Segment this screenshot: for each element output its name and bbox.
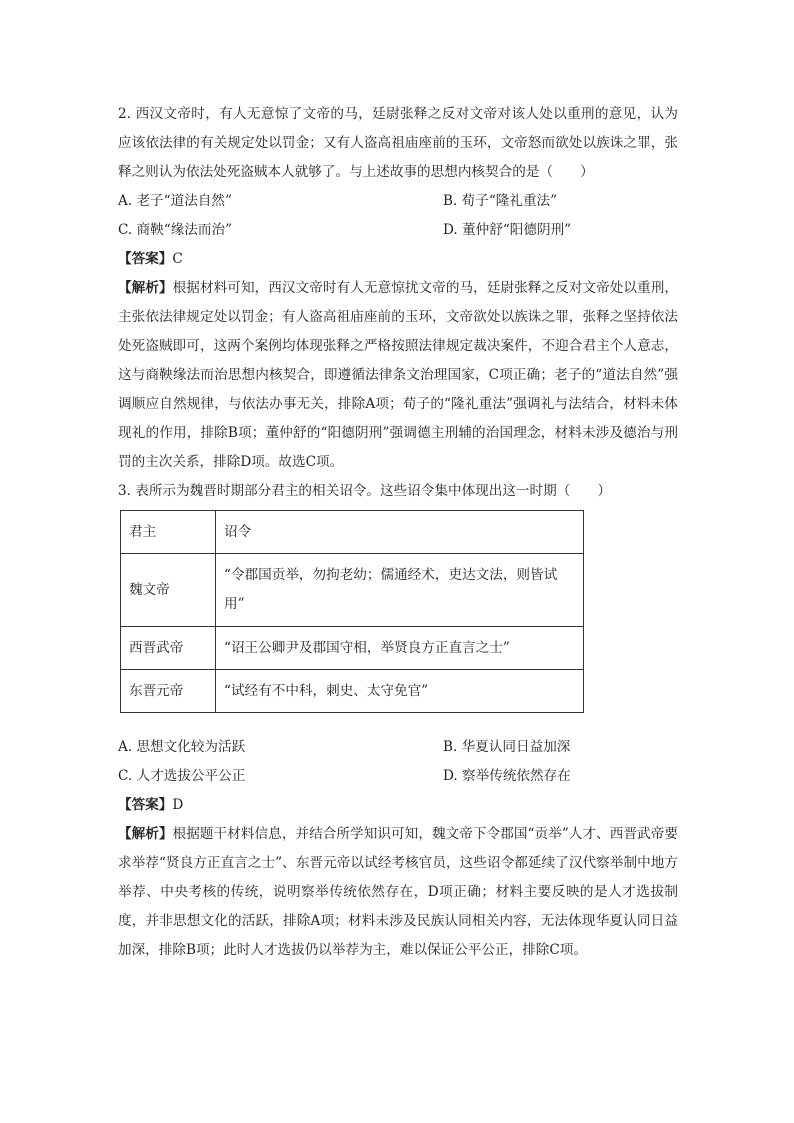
table-cell-ruler: 西晋武帝: [121, 627, 216, 670]
table-cell-edict: “诏王公卿尹及郡国守相，举贤良方正直言之士”: [216, 627, 584, 670]
q2-answer-label: 【答案】: [118, 251, 173, 267]
question-2-options: [118, 187, 678, 245]
table-row: [121, 627, 584, 670]
table-header-row: [121, 511, 584, 554]
q2-option-b: B. 荀子“隆礼重法”: [443, 193, 558, 209]
q3-option-b: B. 华夏认同日益加深: [443, 739, 571, 755]
table-header-edict: 诏令: [216, 511, 584, 554]
q3-answer-value: D: [172, 797, 184, 813]
table-row: [121, 554, 584, 627]
q2-option-c: C. 商鞅“缘法而治”: [118, 222, 233, 238]
q2-option-d: D. 董仲舒“阳德阴刑”: [443, 222, 572, 238]
q2-analysis-text: 根据材料可知，西汉文帝时有人无意惊扰文帝的马，廷尉张释之反对文帝处以重刑，主张依法律规定处以罚金；有人盗高祖庙座前的玉环，文帝欲处以族诛之罪，张释之坚持依法处死盗贼即可，这两个案例均体现张释之严格按照法律规定裁决案件，不迎合君主个人意志，这与商鞅缘法而治思想内核契合，即遵循法律条文治理国家，C项正确；老子的“道法自然”强调顺应自然规律，与依法办事无关，排除A项；荀子的“隆礼重法”强调礼与法结合，材料未体现礼的作用，排除B项；董仲舒的“阳德阴刑”强调德主刑辅的治国理念，材料未涉及德治与刑罚的主次关系，排除D项。故选C项。: [118, 280, 678, 470]
q3-analysis-label: 【解析】: [118, 826, 173, 842]
table-cell-edict: “试经有不中科，刺史、太守免官”: [216, 670, 584, 713]
q2-answer-value: C: [172, 251, 183, 267]
table-cell-ruler: 东晋元帝: [121, 670, 216, 713]
document-body: [118, 100, 678, 965]
q3-answer: [118, 791, 678, 820]
table-row: [121, 670, 584, 713]
q2-analysis-label: 【解析】: [118, 280, 173, 296]
question-3-options: [118, 733, 678, 791]
edict-table: [120, 510, 584, 713]
table-cell-ruler: 魏文帝: [121, 554, 216, 627]
q3-analysis: [118, 820, 678, 965]
q3-option-c: C. 人才选拔公平公正: [118, 768, 246, 784]
table-header-ruler: 君主: [121, 511, 216, 554]
q2-option-a: A. 老子“道法自然”: [118, 193, 232, 209]
question-2-stem: 2. 西汉文帝时，有人无意惊了文帝的马，廷尉张释之反对文帝对该人处以重刑的意见，认为应该依法律的有关规定处以罚金；又有人盗高祖庙座前的玉环，文帝怒而欲处以族诛之罪，张释之则认为依法处死盗贼本人就够了。与上述故事的思想内核契合的是（ ）: [118, 106, 678, 180]
question-3-stem: 3. 表所示为魏晋时期部分君主的相关诏令。这些诏令集中体现出这一时期（ ）: [118, 483, 612, 499]
q3-option-a: A. 思想文化较为活跃: [118, 739, 246, 755]
q3-analysis-text: 根据题干材料信息，并结合所学知识可知，魏文帝下令郡国“贡举”人才、西晋武帝要求举荐“贤良方正直言之士”、东晋元帝以试经考核官员，这些诏令都延续了汉代察举制中地方举荐、中央考核的传统，说明察举传统依然存在，D项正确；材料主要反映的是人才选拔制度，并非思想文化的活跃，排除A项；材料未涉及民族认同相关内容，无法体现华夏认同日益加深，排除B项；此时人才选拔仍以举荐为主，难以保证公平公正，排除C项。: [118, 826, 678, 958]
q2-answer: [118, 245, 678, 274]
q3-option-d: D. 察举传统依然存在: [443, 768, 571, 784]
q3-answer-label: 【答案】: [118, 797, 173, 813]
q2-analysis: [118, 274, 678, 477]
table-cell-edict: “令郡国贡举，勿拘老幼；儒通经术，吏达文法，则皆试用”: [216, 554, 584, 627]
